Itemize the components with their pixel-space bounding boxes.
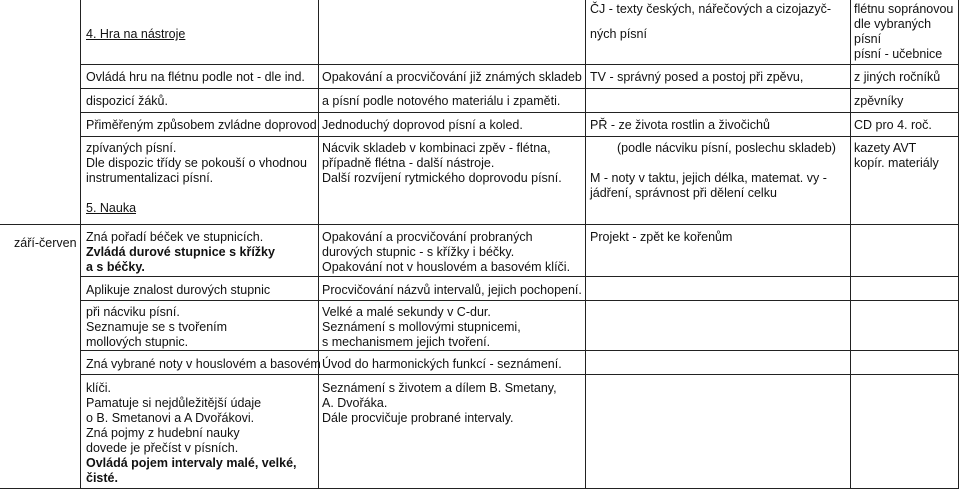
outcome-text: a s béčky. [86, 260, 145, 274]
content-text: Nácvik skladeb v kombinaci zpěv - flétna, [322, 141, 551, 155]
cross-topic-text: PŘ - ze života rostlin a živočichů [590, 118, 770, 132]
cross-topic-text: ČJ - texty českých, nářečových a cizojazyč- [590, 2, 832, 16]
resource-text: písní - učebnice [854, 47, 943, 61]
resource-text: CD pro 4. roč. [854, 118, 932, 132]
row-divider [0, 224, 959, 225]
cross-topic-text: M - noty v taktu, jejich délka, matemat. vy - [590, 171, 827, 185]
content-text: Opakování a procvičování probraných [322, 230, 533, 244]
row-divider [80, 88, 959, 89]
row-divider [80, 112, 959, 113]
col-divider-3 [585, 0, 586, 489]
month-label: září-červen [14, 236, 77, 250]
outcome-text: Zná pořadí béček ve stupnicích. [86, 230, 264, 244]
content-text: durových stupnic - s křížky i béčky. [322, 245, 515, 259]
cross-topic-text: ných písní [590, 27, 647, 41]
outcome-text: Zná pojmy z hudební nauky [86, 426, 240, 440]
resource-text: písní [854, 32, 882, 46]
content-text: A. Dvořáka. [322, 396, 388, 410]
cross-topic-text: Projekt - zpět ke kořenům [590, 230, 733, 244]
section-heading: 4. Hra na nástroje [86, 27, 186, 41]
content-text: Další rozvíjení rytmického doprovodu písní. [322, 171, 562, 185]
content-text: Opakování a procvičování již známých skladeb [322, 70, 582, 84]
resource-text: dle vybraných [854, 17, 932, 31]
outcome-text: čisté. [86, 471, 118, 485]
content-text: Velké a malé sekundy v C-dur. [322, 305, 491, 319]
resource-text: kopír. materiály [854, 156, 939, 170]
cross-topic-text: TV - správný posed a postoj při zpěvu, [590, 70, 804, 84]
row-divider [80, 374, 959, 375]
outcome-text: Seznamuje se s tvořením [86, 320, 228, 334]
row-divider [80, 300, 959, 301]
content-text: Jednoduchý doprovod písní a koled. [322, 118, 523, 132]
resource-text: z jiných ročníků [854, 70, 941, 84]
outcome-text: Aplikuje znalost durových stupnic [86, 283, 271, 297]
outcome-text: Ovládá hru na flétnu podle not - dle ind. [86, 70, 305, 84]
resource-text: flétnu sopránovou [854, 2, 954, 16]
row-divider [80, 64, 959, 65]
outcome-text: instrumentalizaci písní. [86, 171, 214, 185]
cross-topic-text: (podle nácviku písní, poslechu skladeb) [617, 141, 836, 155]
outcome-text: dispozicí žáků. [86, 94, 168, 108]
col-divider-4 [850, 0, 851, 489]
resource-text: zpěvníky [854, 94, 904, 108]
content-text: Dále procvičuje probrané intervaly. [322, 411, 514, 425]
outcome-text: Přiměřeným způsobem zvládne doprovod [86, 118, 317, 132]
row-divider [80, 136, 959, 137]
outcome-text: Ovládá pojem intervaly malé, velké, [86, 456, 297, 470]
row-divider [80, 276, 959, 277]
resource-text: kazety AVT [854, 141, 917, 155]
content-text: a písní podle notového materiálu i zpaměti. [322, 94, 561, 108]
col-divider-1 [80, 0, 81, 489]
outcome-text: o B. Smetanovi a A Dvořákovi. [86, 411, 255, 425]
content-text: Procvičování názvů intervalů, jejich pochopení. [322, 283, 582, 297]
col-divider-2 [318, 0, 319, 489]
outcome-text: Pamatuje si nejdůležitější údaje [86, 396, 262, 410]
outcome-text: Zná vybrané noty v houslovém a basovém [86, 357, 321, 371]
content-text: s mechanismem jejich tvoření. [322, 335, 491, 349]
outcome-text: Dle dispozic třídy se pokouší o vhodnou [86, 156, 307, 170]
content-text: Seznámení s životem a dílem B. Smetany, [322, 381, 557, 395]
outcome-text: při nácviku písní. [86, 305, 180, 319]
content-text: Seznámení s mollovými stupnicemi, [322, 320, 521, 334]
row-divider [80, 350, 959, 351]
content-text: Úvod do harmonických funkcí - seznámení. [322, 357, 562, 371]
cross-topic-text: jádření, správnost při dělení celku [590, 186, 777, 200]
outcome-text: zpívaných písní. [86, 141, 177, 155]
outcome-text: dovede je přečíst v písních. [86, 441, 239, 455]
content-text: případně flétna - další nástroje. [322, 156, 495, 170]
section-heading: 5. Nauka [86, 201, 137, 215]
outcome-text: Zvládá durové stupnice s křížky [86, 245, 275, 259]
outcome-text: klíči. [86, 381, 111, 395]
outcome-text: mollových stupnic. [86, 335, 189, 349]
content-text: Opakování not v houslovém a basovém klíči. [322, 260, 571, 274]
